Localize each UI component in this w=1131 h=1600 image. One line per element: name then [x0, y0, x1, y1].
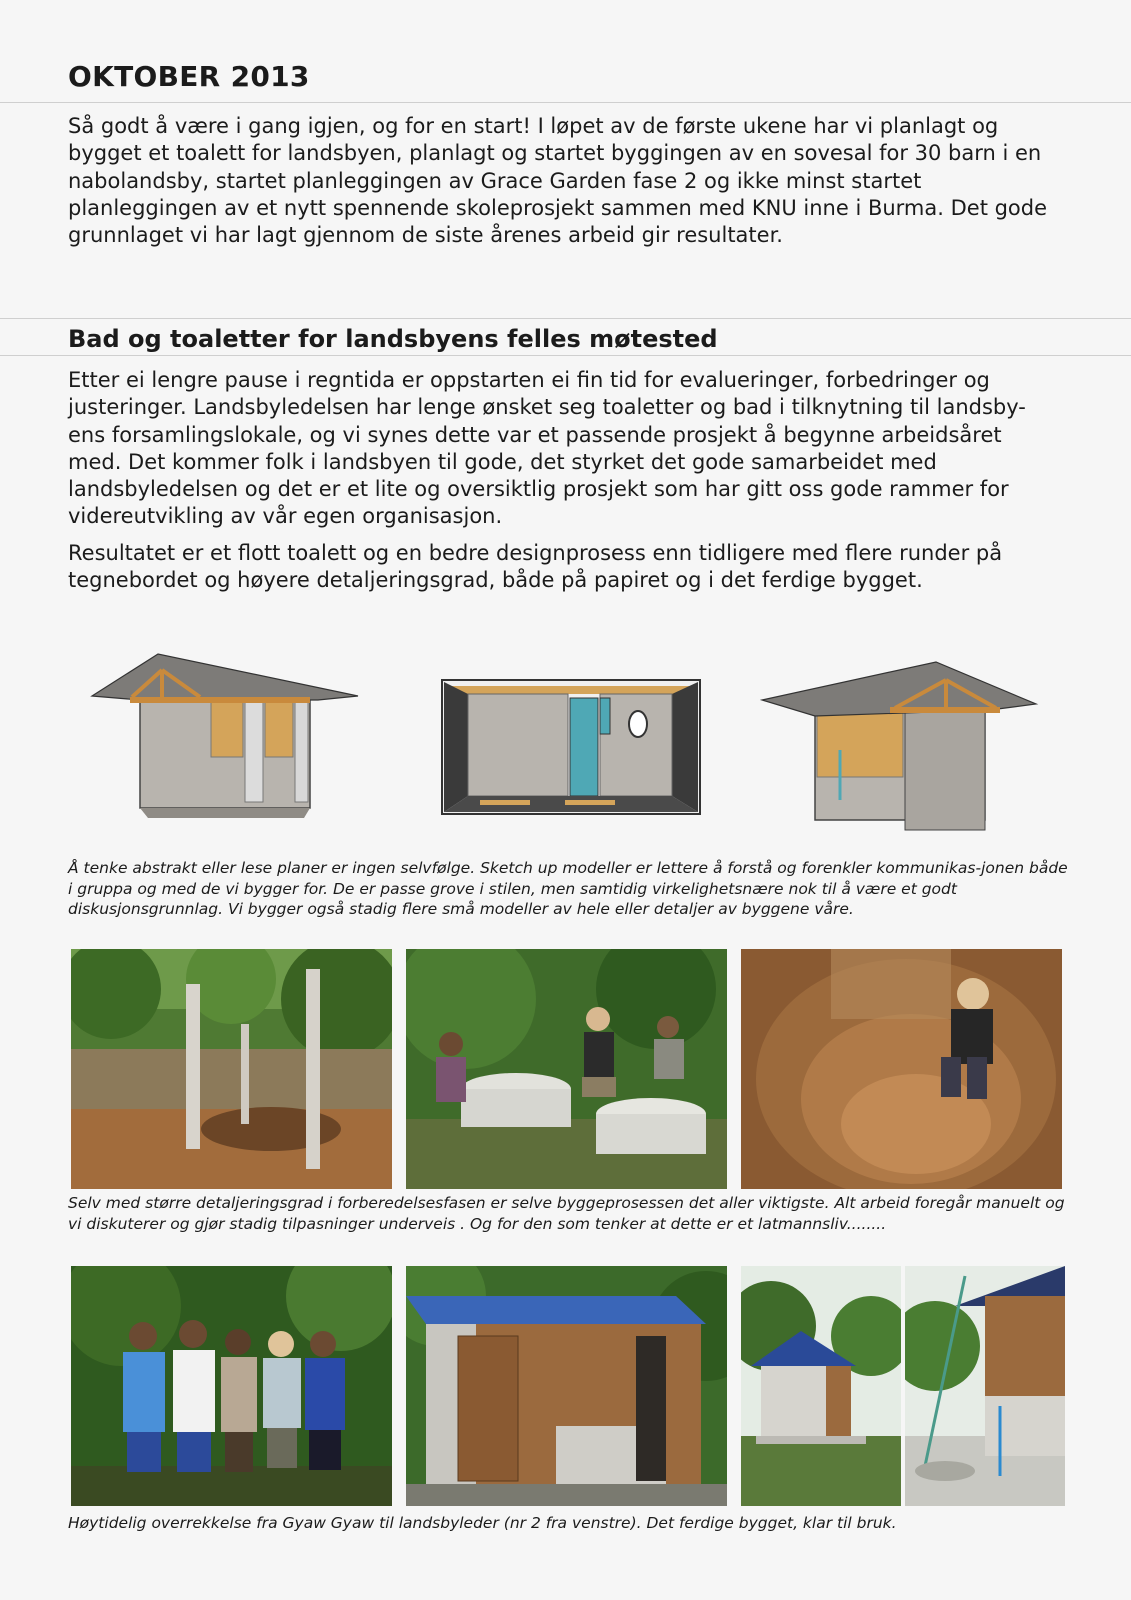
page-title: OKTOBER 2013 — [68, 60, 310, 93]
construction-caption: Selv med større detaljeringsgrad i forberedelsesfasen er selve byggeprosessen det aller viktigste. Alt arbeid foregår manuelt og vi diskuterer og gjør stadig tilpasninger underveis . Og for den som tenker at dette er et latmannsliv........ — [68, 1194, 1065, 1233]
photo-digging-pit — [741, 949, 1062, 1189]
photo-handover-group — [71, 1266, 392, 1506]
section-paragraph-2: Resultatet er et flott toalett og en bedre designprosess enn tidligere med flere runder på tegnebordet og høyere detaljeringsgrad, både på papiret og i det ferdige bygget. — [68, 541, 1003, 593]
photo-posts — [71, 949, 392, 1189]
toilet-model-front-icon — [90, 650, 365, 820]
intro-paragraph: Så godt å være i gang igjen, og for en start! I løpet av de første ukene har vi planlagt og bygget et toalett for landsbyen, planlagt og startet byggingen av en sovesal for 30 barn i en nabolandsby, startet planleggingen av Grace Garden fase 2 og ikke minst startet planleggingen av et nytt spennende skoleprosjekt sammen med KNU inne i Burma. Det gode grunnlaget vi har lagt gjennom de siste årenes arbeid gir resultater. — [68, 114, 1048, 248]
finished-caption: Høytidelig overrekkelse fra Gyaw Gyaw til landsbyleder (nr 2 fra venstre). Det ferdige bygget, klar til bruk. — [68, 1514, 897, 1532]
section-title: Bad og toaletter for landsbyens felles møtested — [68, 325, 718, 353]
divider — [0, 102, 1131, 103]
toilet-model-plan-icon — [440, 678, 705, 818]
photo-finished-building-front — [406, 1266, 727, 1506]
divider — [0, 318, 1131, 319]
photo-finished-building-side — [741, 1266, 901, 1506]
models-caption: Å tenke abstrakt eller lese planer er ingen selvfølge. Sketch up modeller er lettere å forstå og forenkler kommunikas-jonen både i gruppa og med de vi bygger for. De er passe grove i stilen, men samtidig virkelighetsnære nok til å være et godt diskusjonsgrunnlag. Vi bygger også stadig flere små modeller av hele eller detaljer av byggene våre. — [68, 859, 1068, 918]
toilet-model-back-icon — [760, 660, 1040, 835]
photo-finished-building-corner — [905, 1266, 1065, 1506]
photo-workers-rings — [406, 949, 727, 1189]
divider — [0, 355, 1131, 356]
section-paragraph-1: Etter ei lengre pause i regntida er oppstarten ei fin tid for evalueringer, forbedringer og justeringer. Landsbyledelsen har lenge ønsket seg toaletter og bad i tilknytning til landsby-ens forsamlingslokale, og vi synes dette var et passende prosjekt å begynne arbeidsåret med. Det kommer folk i landsbyen til gode, det styrket det gode samarbeidet med landsbyledelsen og det er et lite og oversiktlig prosjekt som har gitt oss gode rammer for videreutvikling av vår egen organisasjon. — [68, 368, 1026, 529]
